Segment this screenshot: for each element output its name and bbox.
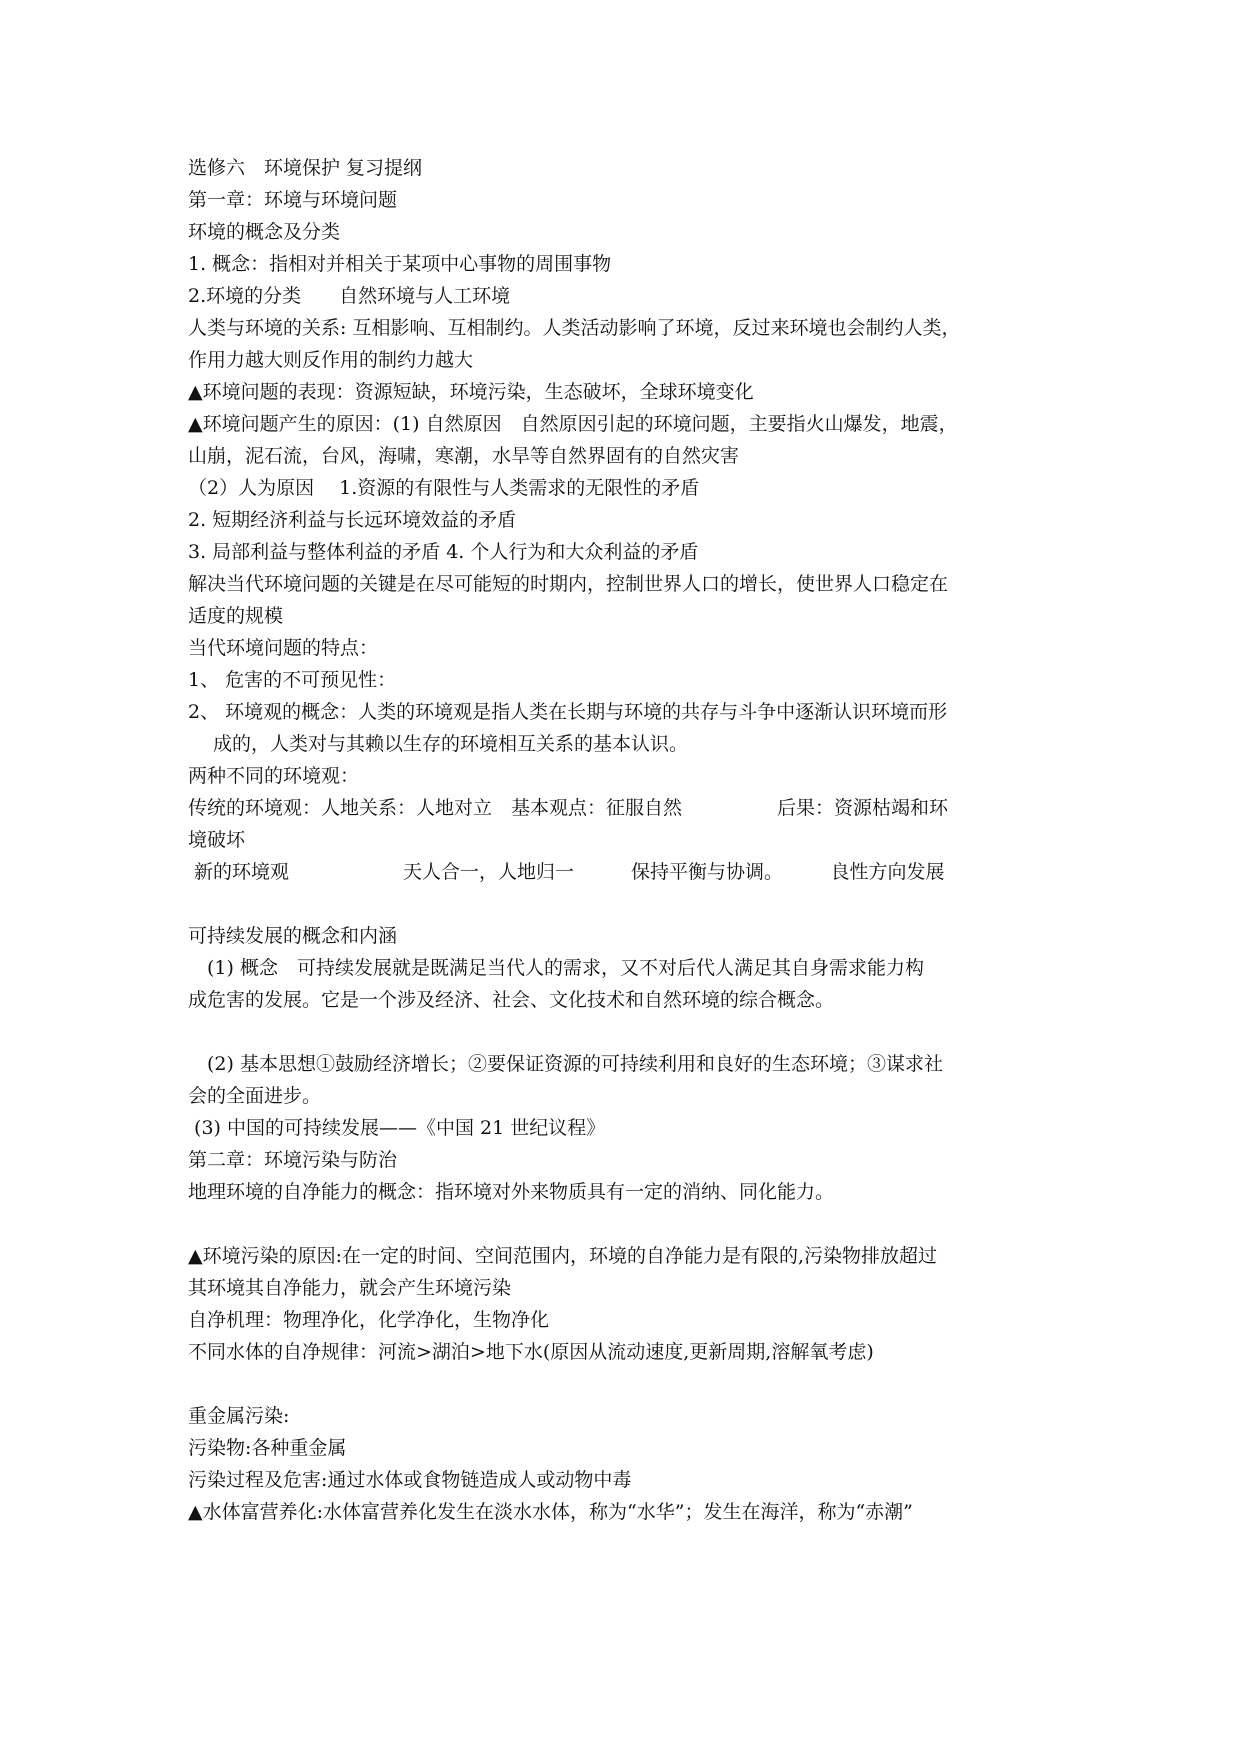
chapter-2-heading: 第二章：环境污染与防治 bbox=[188, 1149, 398, 1171]
blank-line bbox=[188, 1368, 1068, 1400]
text-line: 1. 概念：指相对并相关于某项中心事物的周围事物 bbox=[188, 253, 612, 275]
text-line: ▲环境问题的表现：资源短缺，环境污染，生态破坏，全球环境变化 bbox=[188, 381, 754, 403]
text-line: 成危害的发展。它是一个涉及经济、社会、文化技术和自然环境的综合概念。 bbox=[188, 989, 835, 1011]
text-line: 污染物:各种重金属 bbox=[188, 1437, 347, 1459]
text-line: 当代环境问题的特点： bbox=[188, 637, 379, 659]
text-line: (1) 概念 可持续发展就是既满足当代人的需求，又不对后代人满足其自身需求能力构 bbox=[188, 957, 924, 979]
text-line: 人类与环境的关系: 互相影响、互相制约。人类活动影响了环境，反过来环境也会制约人类， bbox=[188, 317, 961, 339]
text-line: 新的环境观 天人合一，人地归一 保持平衡与协调。 良性方向发展 bbox=[188, 861, 945, 883]
text-line: 山崩，泥石流，台风，海啸，寒潮，水旱等自然界固有的自然灾害 bbox=[188, 445, 740, 467]
text-line: 自净机理：物理净化，化学净化，生物净化 bbox=[188, 1309, 550, 1331]
text-line: (3) 中国的可持续发展——《中国 21 世纪议程》 bbox=[188, 1117, 606, 1139]
text-line: 1、 危害的不可预见性： bbox=[188, 669, 397, 691]
text-line: （2）人为原因 1.资源的有限性与人类需求的无限性的矛盾 bbox=[188, 477, 700, 499]
text-line: 3. 局部利益与整体利益的矛盾 4. 个人行为和大众利益的矛盾 bbox=[188, 541, 699, 563]
section-heading: 环境的概念及分类 bbox=[188, 221, 341, 243]
text-line: 两种不同的环境观： bbox=[188, 765, 360, 787]
text-line: 境破坏 bbox=[188, 829, 246, 851]
chapter-1-heading: 第一章：环境与环境问题 bbox=[188, 189, 398, 211]
blank-line bbox=[188, 1208, 1068, 1240]
text-line: 会的全面进步。 bbox=[188, 1085, 322, 1107]
text-line: 2、 环境观的概念：人类的环境观是指人类在长期与环境的共存与斗争中逐渐认识环境而形 bbox=[188, 701, 948, 723]
text-line: 污染过程及危害:通过水体或食物链造成人或动物中毒 bbox=[188, 1469, 632, 1491]
text-line: 成的，人类对与其赖以生存的环境相互关系的基本认识。 bbox=[188, 733, 689, 755]
blank-line bbox=[188, 888, 1068, 920]
text-line: 地理环境的自净能力的概念：指环境对外来物质具有一定的消纳、同化能力。 bbox=[188, 1181, 835, 1203]
text-line: 其环境其自净能力，就会产生环境污染 bbox=[188, 1277, 512, 1299]
text-line: 传统的环境观：人地关系：人地对立 基本观点：征服自然 后果：资源枯竭和环 bbox=[188, 797, 949, 819]
text-line: 重金属污染: bbox=[188, 1405, 290, 1427]
text-line: ▲水体富营养化:水体富营养化发生在淡水水体，称为“水华”；发生在海洋，称为“赤潮” bbox=[188, 1501, 913, 1523]
text-line: 2. 短期经济利益与长远环境效益的矛盾 bbox=[188, 509, 517, 531]
section-heading: 可持续发展的概念和内涵 bbox=[188, 925, 398, 947]
text-line: ▲环境污染的原因:在一定的时间、空间范围内，环境的自净能力是有限的,污染物排放超过 bbox=[188, 1245, 938, 1267]
text-line: (2) 基本思想①鼓励经济增长；②要保证资源的可持续利用和良好的生态环境；③谋求社 bbox=[188, 1053, 943, 1075]
doc-title: 选修六 环境保护 复习提纲 bbox=[188, 157, 423, 179]
blank-line bbox=[188, 1016, 1068, 1048]
text-line: 不同水体的自净规律：河流>湖泊>地下水(原因从流动速度,更新周期,溶解氧考虑) bbox=[188, 1341, 874, 1363]
text-line: 2.环境的分类 自然环境与人工环境 bbox=[188, 285, 511, 307]
text-line: 作用力越大则反作用的制约力越大 bbox=[188, 349, 474, 371]
document-body bbox=[188, 152, 1068, 1528]
text-line: 解决当代环境问题的关键是在尽可能短的时期内，控制世界人口的增长，使世界人口稳定在 bbox=[188, 573, 949, 595]
text-line: ▲环境问题产生的原因：(1) 自然原因 自然原因引起的环境问题，主要指火山爆发，地震， bbox=[188, 413, 958, 435]
text-line: 适度的规模 bbox=[188, 605, 284, 627]
